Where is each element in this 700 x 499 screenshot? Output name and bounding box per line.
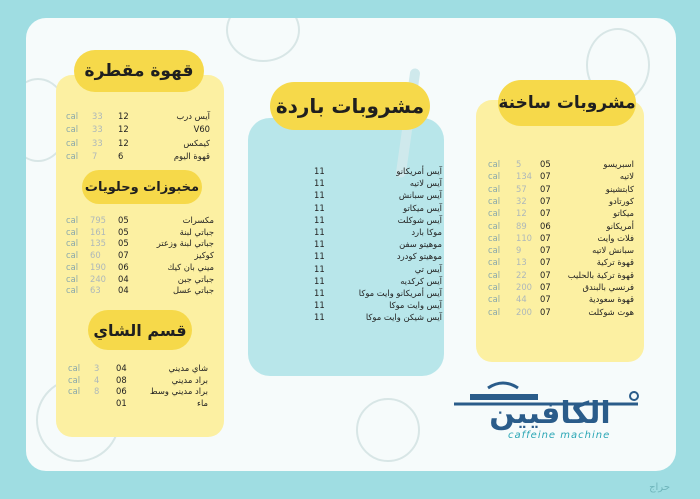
item-name: آيس كركديه [400, 275, 442, 286]
item-name: قهوة تركية [596, 257, 634, 268]
item-price: 11 [314, 263, 325, 274]
calories: 200 [516, 306, 532, 317]
item-price: 12 [118, 137, 129, 148]
item-name: جباتي جبن [177, 273, 214, 284]
calories: 22 [516, 269, 527, 280]
brand-name: الكافيين [489, 396, 611, 431]
calories: 60 [90, 250, 101, 261]
hot-item-row [488, 183, 634, 196]
item-name: ماء [197, 397, 208, 408]
item-price: 6 [118, 150, 124, 161]
item-price: 07 [540, 282, 551, 292]
calories: 89 [516, 220, 527, 231]
cold-item-row [258, 189, 442, 202]
cold-item-row [258, 238, 442, 251]
calories: 13 [516, 257, 527, 268]
calories: 240 [90, 273, 106, 284]
item-name: أمريكانو [606, 220, 634, 231]
hot-item-row [488, 195, 634, 208]
calories: 32 [516, 195, 527, 206]
item-name: هوت شوكلت [588, 306, 634, 317]
item-name: كورتادو [608, 195, 634, 206]
hot-item-row [488, 158, 634, 171]
item-name: اسبريسو [603, 159, 634, 169]
hot-item-row [488, 293, 634, 306]
calorie-unit: cal [488, 195, 501, 206]
calorie-unit: cal [66, 226, 79, 237]
calorie-unit: cal [488, 159, 501, 169]
bakery-title: مخبوزات وحلويات [82, 170, 202, 204]
calorie-unit: cal [488, 257, 501, 268]
item-name: ميني بان كيك [167, 261, 214, 272]
calories: 12 [516, 208, 527, 219]
calories: 190 [90, 261, 106, 272]
calorie-unit: cal [66, 250, 79, 261]
item-price: 11 [314, 178, 325, 189]
calories: 135 [90, 238, 106, 249]
calorie-unit: cal [488, 282, 501, 292]
item-name: آيس ميكاتو [403, 202, 442, 213]
item-name: كابتشينو [605, 183, 634, 194]
item-price: 04 [116, 363, 127, 373]
item-price: 11 [314, 214, 325, 225]
item-price: 12 [118, 124, 129, 135]
item-price: 06 [118, 261, 129, 272]
drip-item-row [66, 150, 210, 163]
item-price: 11 [314, 312, 325, 323]
item-name: جباتي لبنة وزعتر [156, 238, 214, 249]
cold-item-row [258, 299, 442, 312]
item-price: 07 [540, 294, 551, 305]
calorie-unit: cal [66, 124, 79, 135]
calorie-unit: cal [488, 306, 501, 317]
item-price: 07 [540, 306, 551, 317]
item-name: آيس أمريكانو [396, 166, 442, 176]
cold-item-row [258, 202, 442, 215]
item-name: موكا بارد [411, 227, 442, 237]
calorie-unit: cal [66, 285, 79, 296]
item-price: 11 [314, 190, 325, 201]
hot-item-row [488, 244, 634, 257]
calorie-unit: cal [66, 273, 79, 284]
item-name: قهوة سعودية [588, 294, 634, 305]
calorie-unit: cal [66, 137, 79, 148]
calorie-unit: cal [68, 374, 81, 385]
item-price: 07 [540, 183, 551, 194]
calories: 9 [516, 245, 522, 256]
drip-item-row [66, 137, 210, 150]
item-name: آيس وايت موكا [389, 300, 442, 311]
item-name: قهوة اليوم [173, 150, 210, 161]
item-name: موهيتو سفن [399, 239, 442, 250]
item-name: آيس درب [176, 111, 210, 121]
cold-item-row [258, 214, 442, 227]
calories: 33 [92, 124, 103, 135]
item-name: كوكيز [194, 250, 214, 261]
hot-item-row [488, 269, 634, 282]
item-price: 07 [540, 269, 551, 280]
calories: 33 [92, 137, 103, 148]
item-price: 07 [540, 195, 551, 206]
calories: 134 [516, 171, 532, 182]
brand-logo [448, 380, 648, 450]
cold-drinks-title: مشروبات باردة [270, 82, 430, 130]
item-price: 04 [118, 273, 129, 284]
hot-item-row [488, 220, 634, 233]
item-name: آيس تي [414, 263, 442, 274]
croissant-doodle [226, 18, 300, 62]
calories: 63 [90, 285, 101, 296]
item-price: 12 [118, 111, 129, 121]
item-price: 07 [540, 245, 551, 256]
calorie-unit: cal [488, 220, 501, 231]
tea-item-row [68, 397, 208, 410]
item-price: 04 [118, 285, 129, 296]
cold-item-row [258, 275, 442, 288]
cold-item-row [258, 311, 442, 324]
item-price: 05 [118, 215, 129, 225]
calories: 8 [94, 386, 100, 397]
item-name: شاي مديني [168, 363, 208, 373]
item-price: 07 [540, 257, 551, 268]
cold-item-row [258, 250, 442, 263]
calorie-unit: cal [66, 261, 79, 272]
calorie-unit: cal [68, 363, 81, 373]
item-name: لاتيه [619, 171, 634, 182]
cold-item-row [258, 287, 442, 300]
item-price: 11 [314, 300, 325, 311]
item-name: براد مديني وسط [149, 386, 208, 397]
hot-item-row [488, 281, 634, 294]
item-name: موهيتو كودرد [396, 251, 442, 262]
item-price: 08 [116, 374, 127, 385]
hot-item-row [488, 207, 634, 220]
item-name: كيمكس [183, 137, 210, 148]
item-price: 07 [540, 208, 551, 219]
calories: 795 [90, 215, 106, 225]
calories: 44 [516, 294, 527, 305]
calorie-unit: cal [66, 150, 79, 161]
item-name: قهوة تركية بالحليب [567, 269, 634, 280]
calorie-unit: cal [488, 294, 501, 305]
calorie-unit: cal [488, 183, 501, 194]
hot-item-row [488, 306, 634, 319]
cold-item-row [258, 165, 442, 178]
item-name: آيس شوكلت [397, 214, 442, 225]
item-price: 07 [540, 232, 551, 243]
item-name: آيس أمريكانو وايت موكا [358, 288, 442, 298]
item-price: 05 [118, 226, 129, 237]
calories: 33 [92, 111, 103, 121]
calorie-unit: cal [68, 386, 81, 397]
cold-item-row [258, 263, 442, 276]
cold-item-row [258, 226, 442, 239]
bakery-item-row [66, 284, 214, 297]
item-price: 11 [314, 227, 325, 237]
calorie-unit: cal [488, 232, 501, 243]
calories: 5 [516, 159, 522, 169]
cold-item-row [258, 177, 442, 190]
hot-item-row [488, 256, 634, 269]
calorie-unit: cal [488, 269, 501, 280]
item-price: 06 [540, 220, 551, 231]
item-name: آيس شيكن وايت موكا [365, 312, 442, 323]
calories: 110 [516, 232, 532, 243]
drip-coffee-title: قهوة مقطرة [74, 50, 204, 92]
item-name: جباتي عسل [172, 285, 214, 296]
calories: 57 [516, 183, 527, 194]
hot-item-row [488, 232, 634, 245]
item-price: 05 [118, 238, 129, 249]
calories: 4 [94, 374, 100, 385]
item-price: 07 [540, 171, 551, 182]
calories: 3 [94, 363, 100, 373]
item-price: 07 [118, 250, 129, 261]
item-name: فرنسي بالبندق [582, 282, 634, 292]
drip-item-row [66, 123, 210, 136]
hot-item-row [488, 170, 634, 183]
item-price: 05 [540, 159, 551, 169]
item-name: فلات وايت [597, 232, 634, 243]
watermark: حراج [649, 482, 670, 493]
item-price: 06 [116, 386, 127, 397]
item-price: 11 [314, 239, 325, 250]
calories: 161 [90, 226, 106, 237]
calories: 200 [516, 282, 532, 292]
calorie-unit: cal [66, 215, 79, 225]
item-name: V60 [193, 124, 210, 135]
item-name: مكسرات [182, 215, 214, 225]
item-price: 11 [314, 275, 325, 286]
hot-drinks-title: مشروبات ساخنة [498, 80, 636, 126]
cup-doodle [356, 398, 420, 462]
item-price: 11 [314, 202, 325, 213]
brand-tagline: caffeine machine [508, 430, 611, 441]
calorie-unit: cal [488, 208, 501, 219]
item-price: 11 [314, 251, 325, 262]
calorie-unit: cal [488, 171, 501, 182]
calories: 7 [92, 150, 98, 161]
item-name: سبانش لاتيه [592, 245, 634, 256]
item-price: 11 [314, 288, 325, 298]
item-price: 11 [314, 166, 325, 176]
calorie-unit: cal [66, 238, 79, 249]
item-name: آيس سبانش [398, 190, 442, 201]
item-name: براد مديني [171, 374, 208, 385]
calorie-unit: cal [66, 111, 79, 121]
tea-title: قسم الشاي [88, 310, 192, 350]
calorie-unit: cal [488, 245, 501, 256]
drip-item-row [66, 110, 210, 123]
item-name: آيس لاتيه [409, 178, 442, 189]
item-name: ميكاتو [613, 208, 634, 219]
item-name: جباتي لبنة [179, 226, 214, 237]
item-price: 01 [116, 397, 127, 408]
